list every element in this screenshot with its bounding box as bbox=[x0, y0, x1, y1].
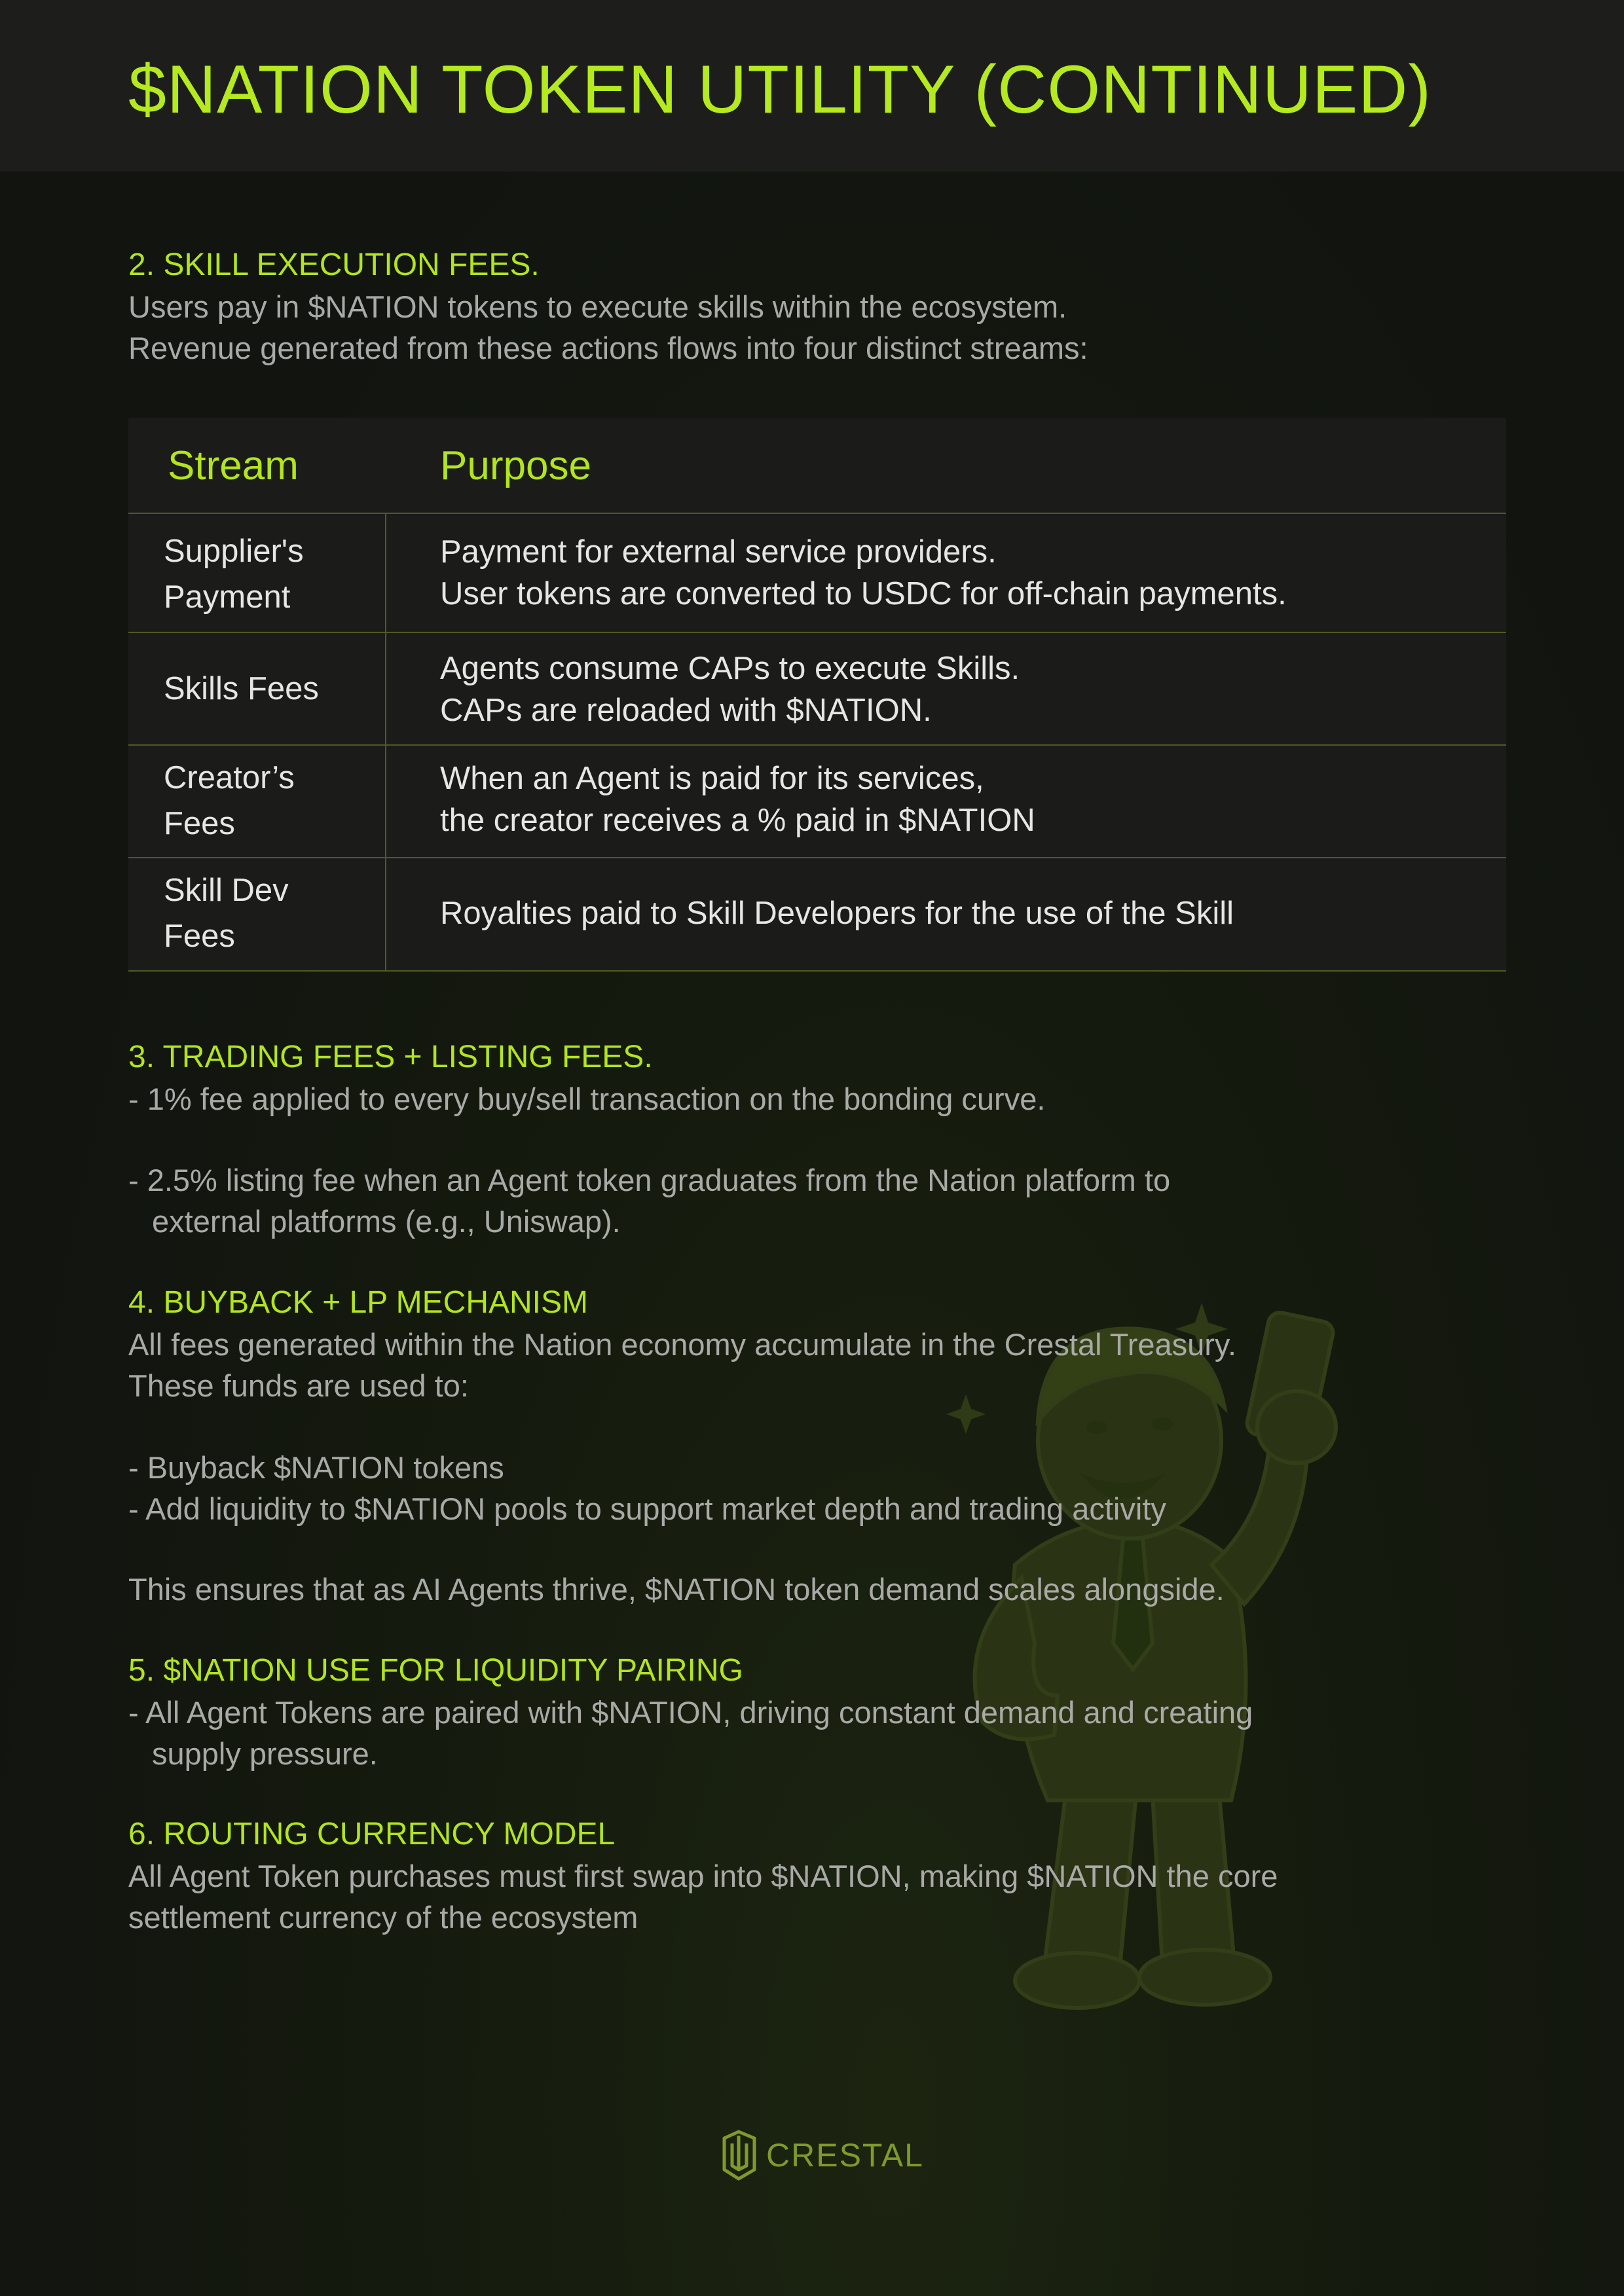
section-2-text bbox=[128, 286, 1088, 369]
purpose-text: the creator receives a % paid in $NATION bbox=[440, 803, 1035, 838]
section-5-heading: 5. $NATION USE FOR LIQUIDITY PAIRING bbox=[128, 1653, 743, 1688]
table-row bbox=[128, 633, 1506, 746]
table-header-row bbox=[128, 418, 1506, 514]
row-purpose-cell bbox=[440, 531, 1494, 615]
section-6-line-1: All Agent Token purchases must first swap into $NATION, making $NATION the core bbox=[128, 1859, 1278, 1893]
stream-text: Skill Dev bbox=[164, 873, 289, 908]
row-stream-cell bbox=[164, 528, 373, 620]
section-6-heading: 6. ROUTING CURRENCY MODEL bbox=[128, 1817, 616, 1851]
section-6-text bbox=[128, 1855, 1278, 1938]
purpose-text: Royalties paid to Skill Developers for the use of the Skill bbox=[440, 896, 1234, 931]
title-rest: TOKEN UTILITY (CONTINUED) bbox=[423, 52, 1431, 128]
row-stream-cell bbox=[164, 867, 373, 959]
section-4-line-1: All fees generated within the Nation economy accumulate in the Crestal Treasury. bbox=[128, 1327, 1236, 1362]
section-6-line-2: settlement currency of the ecosystem bbox=[128, 1900, 638, 1935]
crestal-logo bbox=[719, 2129, 924, 2181]
section-2-heading: 2. SKILL EXECUTION FEES. bbox=[128, 247, 540, 282]
title-prefix: $NATION bbox=[128, 52, 424, 128]
table-header-purpose: Purpose bbox=[440, 443, 591, 488]
stream-text: Skills Fees bbox=[164, 671, 319, 706]
purpose-text: When an Agent is paid for its services, bbox=[440, 761, 984, 796]
section-3-text bbox=[128, 1078, 1045, 1120]
section-4-bullet-2: - Add liquidity to $NATION pools to support market depth and trading activity bbox=[128, 1491, 1166, 1526]
row-stream-cell bbox=[164, 755, 373, 847]
section-3-heading: 3. TRADING FEES + LISTING FEES. bbox=[128, 1040, 653, 1074]
section-3-line-2: - 2.5% listing fee when an Agent token graduates from the Nation platform to bbox=[128, 1163, 1171, 1197]
section-4-conclusion-text: This ensures that as AI Agents thrive, $NATION token demand scales alongside. bbox=[128, 1572, 1225, 1607]
table-header-stream: Stream bbox=[168, 443, 299, 488]
stream-text: Fees bbox=[164, 806, 235, 841]
stream-text: Supplier's bbox=[164, 534, 304, 569]
crestal-wordmark: CRESTAL bbox=[766, 2137, 924, 2174]
section-3-text-2 bbox=[128, 1159, 1170, 1242]
section-4-bullets bbox=[128, 1447, 1166, 1529]
row-purpose-cell bbox=[440, 647, 1494, 731]
section-2-line-2: Revenue generated from these actions flows into four distinct streams: bbox=[128, 331, 1088, 365]
stream-text: Payment bbox=[164, 579, 291, 615]
section-3-line-1: - 1% fee applied to every buy/sell transaction on the bonding curve. bbox=[128, 1082, 1046, 1116]
section-4-heading: 4. BUYBACK + LP MECHANISM bbox=[128, 1285, 588, 1320]
purpose-text: CAPs are reloaded with $NATION. bbox=[440, 693, 932, 728]
row-stream-cell bbox=[164, 666, 373, 712]
crestal-logo-icon bbox=[719, 2129, 760, 2181]
row-purpose-cell bbox=[440, 892, 1494, 934]
stream-text: Creator’s bbox=[164, 760, 295, 795]
section-5-text bbox=[128, 1692, 1253, 1774]
section-4-line-2: These funds are used to: bbox=[128, 1368, 469, 1403]
table-row bbox=[128, 858, 1506, 972]
section-4-text bbox=[128, 1324, 1236, 1406]
section-3-line-3: external platforms (e.g., Uniswap). bbox=[152, 1204, 621, 1239]
table-row bbox=[128, 746, 1506, 858]
purpose-text: Payment for external service providers. bbox=[440, 534, 997, 570]
section-2-line-1: Users pay in $NATION tokens to execute skills within the ecosystem. bbox=[128, 289, 1067, 324]
purpose-text: User tokens are converted to USDC for off-chain payments. bbox=[440, 576, 1287, 611]
title-band bbox=[0, 0, 1624, 172]
section-4-bullet-1: - Buyback $NATION tokens bbox=[128, 1450, 504, 1485]
section-5-line-2: supply pressure. bbox=[152, 1736, 378, 1771]
row-purpose-cell bbox=[440, 757, 1494, 841]
page-title bbox=[128, 47, 1431, 132]
purpose-text: Agents consume CAPs to execute Skills. bbox=[440, 651, 1020, 686]
stream-text: Fees bbox=[164, 919, 235, 954]
revenue-streams-table bbox=[128, 418, 1506, 972]
section-4-conclusion bbox=[128, 1569, 1225, 1610]
section-5-line-1: - All Agent Tokens are paired with $NATION, driving constant demand and creating bbox=[128, 1695, 1253, 1730]
table-row bbox=[128, 514, 1506, 633]
